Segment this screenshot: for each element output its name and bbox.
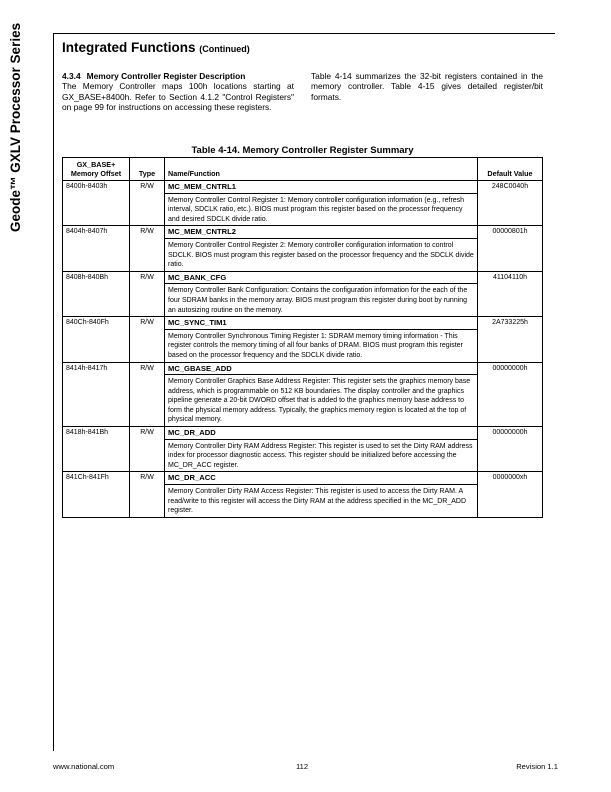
cell-name-function bbox=[165, 362, 478, 427]
register-name: MC_DR_ADD bbox=[165, 427, 477, 440]
table-row bbox=[63, 362, 543, 427]
register-name: MC_SYNC_TIM1 bbox=[165, 317, 477, 330]
register-description: Memory Controller Control Register 2: Memory controller configuration information to control SDCLK. BIOS must program this register based on the processor frequency and the SDCLK divide ratio. bbox=[168, 241, 474, 269]
cell-offset: 8414h-8417h bbox=[63, 362, 130, 427]
cell-offset: 8418h-841Bh bbox=[63, 427, 130, 472]
register-name: MC_MEM_CNTRL1 bbox=[165, 181, 477, 194]
heading-title: Integrated Functions bbox=[62, 40, 196, 55]
table-row bbox=[63, 181, 543, 226]
footer-revision: Revision 1.1 bbox=[516, 762, 558, 771]
section-right-text: Table 4-14 summarizes the 32-bit registers contained in the memory controller. Table 4-15 gives detailed register/bit formats. bbox=[311, 71, 543, 102]
header-default: Default Value bbox=[478, 158, 543, 181]
register-name: MC_DR_ACC bbox=[165, 472, 477, 485]
cell-type: R/W bbox=[130, 181, 165, 226]
section-number: 4.3.4 bbox=[62, 71, 81, 81]
section-left-text: The Memory Controller maps 100h locations starting at GX_BASE+8400h. Refer to Section 4.1.2 "Control Registers" on page 99 for instructions on accessing these registers. bbox=[62, 81, 294, 113]
cell-default-value: 00000000h bbox=[478, 362, 543, 427]
table-row bbox=[63, 427, 543, 472]
cell-name-function bbox=[165, 271, 478, 316]
cell-type: R/W bbox=[130, 427, 165, 472]
cell-name-function bbox=[165, 427, 478, 472]
heading-suffix: (Continued) bbox=[199, 44, 250, 54]
register-description: Memory Controller Dirty RAM Access Register: This register is used to access the Dirty RAM. A read/write to this register will access the Dirty RAM at the address specified in the MC_DR_ADD register. bbox=[168, 488, 466, 515]
table-row bbox=[63, 317, 543, 362]
footer-page-number: 112 bbox=[296, 762, 309, 771]
cell-default-value: 0000000xh bbox=[478, 472, 543, 517]
table-header-row bbox=[63, 158, 543, 181]
header-offset-line2: Memory Offset bbox=[70, 169, 122, 178]
cell-type: R/W bbox=[130, 362, 165, 427]
cell-default-value: 00000801h bbox=[478, 226, 543, 271]
register-name: MC_GBASE_ADD bbox=[165, 363, 477, 376]
cell-offset: 841Ch-841Fh bbox=[63, 472, 130, 517]
register-description: Memory Controller Control Register 1: Memory controller configuration information (e.g., refresh interval, SDCLK ratio, etc.). BIOS must program this register based on the processor frequency and desired SDCLK divide ratio. bbox=[168, 196, 465, 223]
cell-default-value: 248C0040h bbox=[478, 181, 543, 226]
cell-offset: 8404h-8407h bbox=[63, 226, 130, 271]
header-offset bbox=[63, 158, 130, 181]
register-summary-table bbox=[62, 157, 543, 518]
register-description: Memory Controller Graphics Base Address Register: This register sets the graphics memory base address, which is programmable on 512 KB boundaries. The display controller and the graphics pipeline generate a 20-bit DWORD offset that is added to the graphics memory base address to form the physical memory address. Typically, the graphics memory region is located at the top of physical memory. bbox=[168, 378, 471, 424]
page-heading bbox=[62, 40, 250, 55]
cell-name-function bbox=[165, 472, 478, 517]
table-row bbox=[63, 472, 543, 517]
register-description: Memory Controller Dirty RAM Address Register: This register is used to set the Dirty RAM address index for processor diagnostic access. This register should be initialized before accessing the MC_DR_ACC register. bbox=[168, 442, 473, 469]
table-row bbox=[63, 226, 543, 271]
side-title: Geode™ GXLV Processor Series bbox=[8, 22, 23, 232]
cell-type: R/W bbox=[130, 472, 165, 517]
cell-default-value: 41104110h bbox=[478, 271, 543, 316]
cell-type: R/W bbox=[130, 317, 165, 362]
header-type: Type bbox=[130, 158, 165, 181]
footer-website: www.national.com bbox=[53, 762, 115, 771]
cell-type: R/W bbox=[130, 226, 165, 271]
cell-name-function bbox=[165, 181, 478, 226]
cell-name-function bbox=[165, 317, 478, 362]
cell-offset: 8408h-840Bh bbox=[63, 271, 130, 316]
cell-offset: 840Ch-840Fh bbox=[63, 317, 130, 362]
cell-default-value: 00000000h bbox=[478, 427, 543, 472]
register-description: Memory Controller Synchronous Timing Register 1: SDRAM memory timing information - This register controls the memory timing of all four banks of DRAM. BIOS must program this register based on the processor frequency and the SDCLK divide ratio. bbox=[168, 332, 463, 359]
cell-type: R/W bbox=[130, 271, 165, 316]
section-title: Memory Controller Register Description bbox=[86, 71, 246, 81]
header-offset-line1: GX_BASE+ bbox=[76, 160, 116, 169]
cell-name-function bbox=[165, 226, 478, 271]
table-caption: Table 4-14. Memory Controller Register Summary bbox=[191, 145, 414, 156]
section-left-column bbox=[62, 71, 294, 113]
cell-offset: 8400h-8403h bbox=[63, 181, 130, 226]
cell-default-value: 2A733225h bbox=[478, 317, 543, 362]
register-name: MC_MEM_CNTRL2 bbox=[165, 226, 477, 239]
register-name: MC_BANK_CFG bbox=[165, 272, 477, 285]
table-row bbox=[63, 271, 543, 316]
register-description: Memory Controller Bank Configuration: Contains the configuration information for the each of the four SDRAM banks in the memory array. BIOS must program this register during boot by running an autosizing routine on the memory. bbox=[168, 287, 468, 314]
header-name: Name/Function bbox=[165, 158, 478, 181]
section-heading bbox=[62, 71, 294, 81]
